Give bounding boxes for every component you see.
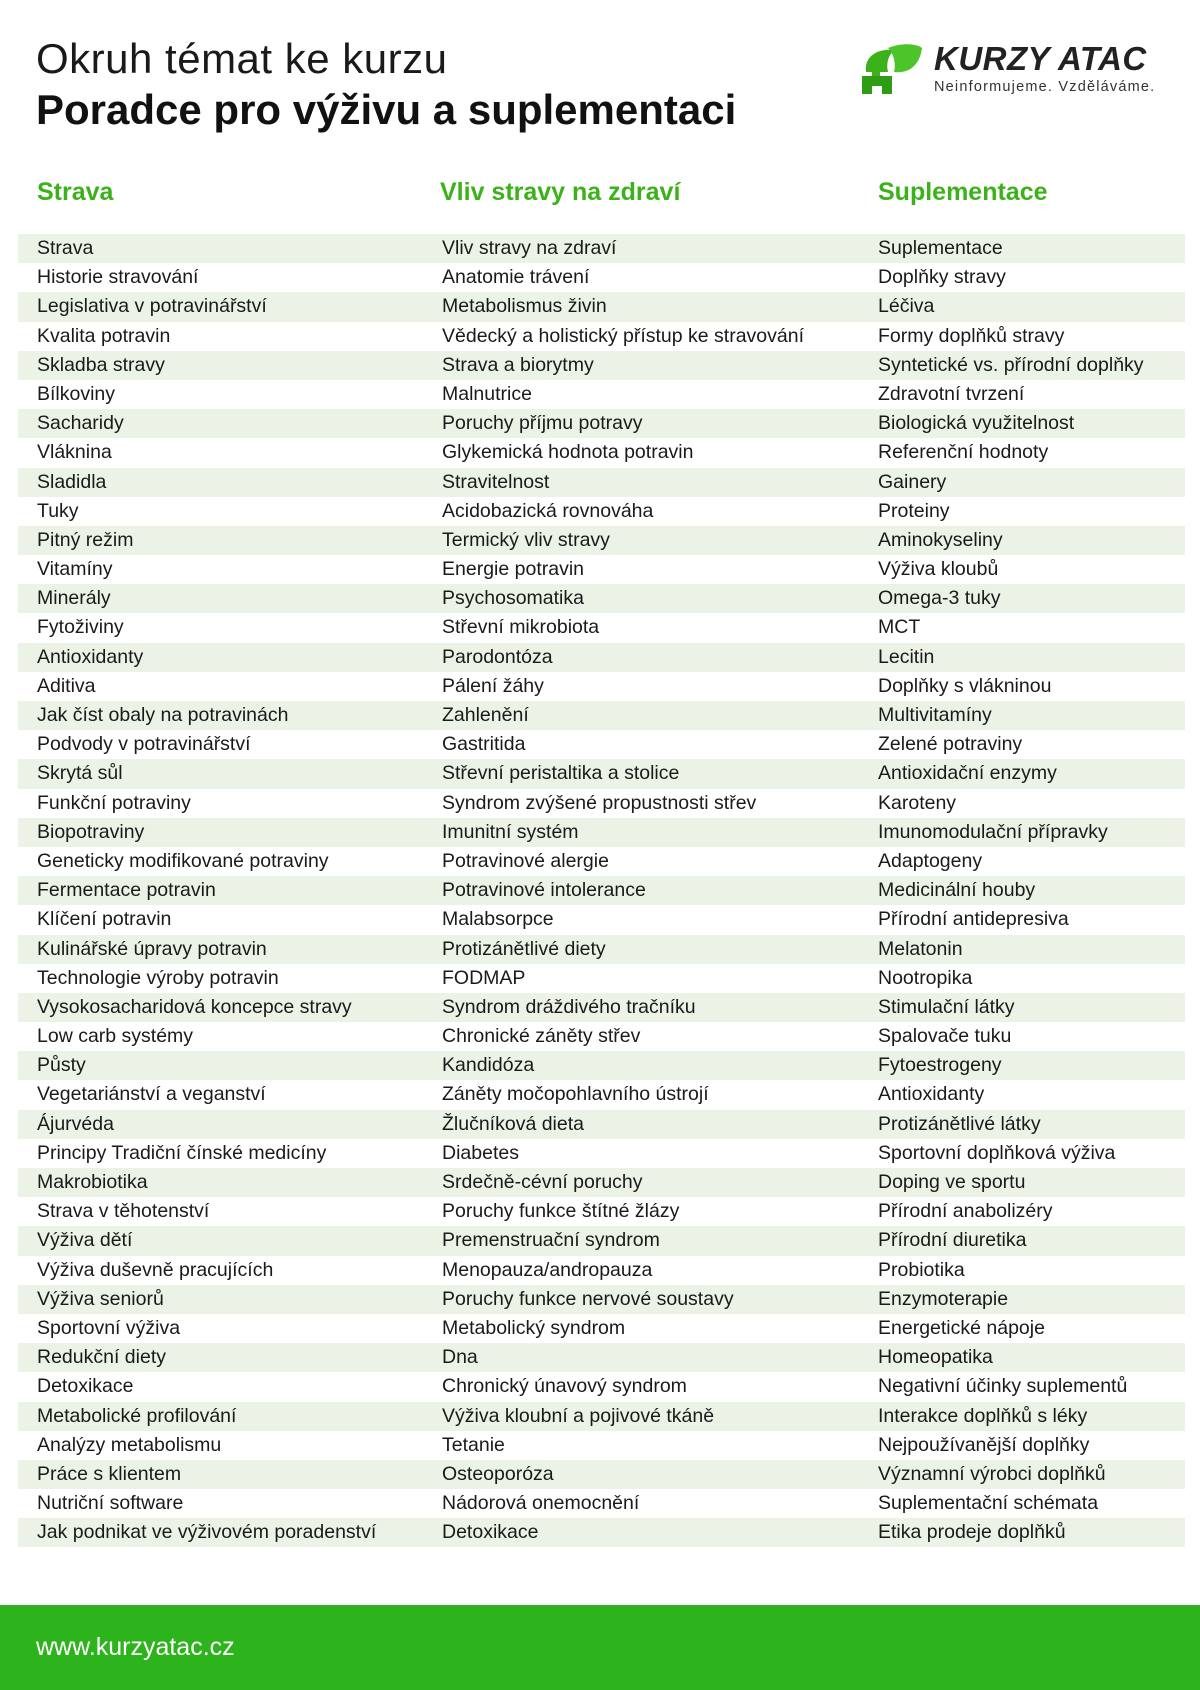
table-cell: Energetické nápoje bbox=[878, 1316, 1045, 1339]
table-cell: Diabetes bbox=[442, 1141, 519, 1164]
table-cell: Syndrom zvýšené propustnosti střev bbox=[442, 791, 757, 814]
table-cell: Antioxidanty bbox=[37, 645, 144, 668]
table-row bbox=[18, 1460, 1185, 1489]
table-cell: Vláknina bbox=[37, 441, 112, 464]
table-row bbox=[18, 1489, 1185, 1518]
table-cell: Bílkoviny bbox=[37, 382, 116, 405]
table-cell: Tuky bbox=[37, 499, 79, 522]
table-cell: Historie stravování bbox=[37, 266, 199, 289]
table-cell: Přírodní antidepresiva bbox=[878, 908, 1069, 931]
table-row bbox=[18, 1051, 1185, 1080]
table-cell: Syndrom dráždivého tračníku bbox=[442, 995, 696, 1018]
kurzy-atac-logo[interactable] bbox=[858, 40, 1168, 100]
table-cell: Syntetické vs. přírodní doplňky bbox=[878, 353, 1144, 376]
table-cell: Chronické záněty střev bbox=[442, 1025, 641, 1048]
table-cell: Analýzy metabolismu bbox=[37, 1433, 222, 1456]
table-cell: Strava v těhotenství bbox=[37, 1200, 210, 1223]
table-row bbox=[18, 993, 1185, 1022]
table-cell: Vitamíny bbox=[37, 558, 113, 581]
table-cell: Zdravotní tvrzení bbox=[878, 382, 1025, 405]
table-cell: Srdečně-cévní poruchy bbox=[442, 1171, 643, 1193]
table-cell: Nejpoužívanější doplňky bbox=[878, 1433, 1090, 1456]
table-row bbox=[18, 1168, 1185, 1197]
table-cell: Střevní peristaltika a stolice bbox=[442, 762, 680, 785]
table-cell: Omega-3 tuky bbox=[878, 587, 1001, 610]
topics-table bbox=[18, 234, 1185, 1547]
table-cell: Záněty močopohlavního ústrojí bbox=[442, 1083, 709, 1106]
table-cell: Sportovní výživa bbox=[37, 1316, 181, 1339]
table-cell: Lecitin bbox=[878, 645, 935, 668]
table-row bbox=[18, 759, 1185, 788]
table-cell: Skladba stravy bbox=[37, 353, 165, 376]
table-cell: Redukční diety bbox=[37, 1346, 166, 1369]
table-cell: Imunitní systém bbox=[442, 820, 579, 843]
table-cell: Léčiva bbox=[878, 295, 935, 318]
table-row bbox=[18, 847, 1185, 876]
table-row bbox=[18, 1285, 1185, 1314]
page-subtitle: Okruh témat ke kurzu bbox=[36, 35, 448, 82]
table-cell: Low carb systémy bbox=[37, 1025, 194, 1048]
table-cell: Gastritida bbox=[442, 733, 526, 756]
table-cell: Interakce doplňků s léky bbox=[878, 1404, 1088, 1427]
table-cell: Fermentace potravin bbox=[37, 879, 216, 902]
table-cell: Stravitelnost bbox=[442, 470, 550, 493]
table-cell: Adaptogeny bbox=[878, 849, 983, 872]
table-cell: Melatonin bbox=[878, 937, 963, 960]
table-row bbox=[18, 584, 1185, 613]
table-cell: Tetanie bbox=[442, 1433, 505, 1456]
table-row bbox=[18, 1226, 1185, 1255]
leaf-logo-icon bbox=[858, 42, 924, 98]
table-cell: Formy doplňků stravy bbox=[878, 324, 1065, 347]
table-cell: Malabsorpce bbox=[442, 908, 554, 931]
table-cell: Výživa dětí bbox=[37, 1229, 133, 1252]
table-cell: Suplementace bbox=[878, 237, 1003, 259]
page-header bbox=[36, 34, 736, 136]
table-row bbox=[18, 964, 1185, 993]
table-cell: Přírodní anabolizéry bbox=[878, 1200, 1053, 1223]
table-cell: Principy Tradiční čínské medicíny bbox=[37, 1141, 327, 1164]
table-cell: Vědecký a holistický přístup ke stravování bbox=[442, 324, 804, 347]
logo-name: KURZY ATAC bbox=[934, 40, 1147, 77]
table-row bbox=[18, 438, 1185, 467]
logo-tagline: Neinformujeme. Vzděláváme. bbox=[934, 79, 1156, 95]
table-row bbox=[18, 1343, 1185, 1372]
table-cell: Psychosomatika bbox=[442, 587, 584, 610]
table-cell: Spalovače tuku bbox=[878, 1025, 1012, 1048]
table-cell: Poruchy příjmu potravy bbox=[442, 412, 643, 435]
table-row bbox=[18, 672, 1185, 701]
table-cell: Ájurvéda bbox=[37, 1112, 114, 1135]
table-cell: Osteoporóza bbox=[442, 1462, 554, 1485]
table-cell: Vliv stravy na zdraví bbox=[442, 237, 617, 259]
column-header-suplementace: Suplementace bbox=[878, 178, 1048, 206]
table-cell: Strava bbox=[37, 237, 94, 259]
table-row bbox=[18, 292, 1185, 321]
table-cell: Negativní účinky suplementů bbox=[878, 1375, 1128, 1398]
table-cell: Poruchy funkce nervové soustavy bbox=[442, 1287, 734, 1310]
table-row bbox=[18, 322, 1185, 351]
table-cell: Podvody v potravinářství bbox=[37, 733, 251, 756]
table-row bbox=[18, 351, 1185, 380]
table-cell: Glykemická hodnota potravin bbox=[442, 441, 694, 464]
footer-url-link[interactable]: www.kurzyatac.cz bbox=[36, 1633, 235, 1661]
table-row bbox=[18, 643, 1185, 672]
table-cell: Detoxikace bbox=[37, 1375, 134, 1398]
table-cell: Jak číst obaly na potravinách bbox=[37, 704, 289, 726]
table-row bbox=[18, 497, 1185, 526]
table-cell: Nádorová onemocnění bbox=[442, 1492, 640, 1515]
table-cell: Malnutrice bbox=[442, 382, 532, 405]
table-cell: Výživa duševně pracujících bbox=[37, 1258, 274, 1281]
table-row bbox=[18, 468, 1185, 497]
table-cell: Přírodní diuretika bbox=[878, 1229, 1027, 1252]
table-cell: Kandidóza bbox=[442, 1054, 535, 1077]
table-row bbox=[18, 1518, 1185, 1547]
table-row bbox=[18, 789, 1185, 818]
table-cell: Protizánětlivé látky bbox=[878, 1112, 1041, 1135]
table-cell: Energie potravin bbox=[442, 558, 585, 581]
table-row bbox=[18, 1314, 1185, 1343]
table-row bbox=[18, 1139, 1185, 1168]
table-cell: Biologická využitelnost bbox=[878, 412, 1075, 435]
table-cell: Doplňky s vlákninou bbox=[878, 674, 1052, 697]
table-cell: Kulinářské úpravy potravin bbox=[37, 937, 267, 960]
table-cell: Proteiny bbox=[878, 499, 950, 522]
table-cell: Skrytá sůl bbox=[37, 762, 123, 785]
table-cell: Poruchy funkce štítné žlázy bbox=[442, 1200, 680, 1223]
table-cell: Suplementační schémata bbox=[878, 1492, 1099, 1515]
table-row bbox=[18, 935, 1185, 964]
table-row bbox=[18, 1402, 1185, 1431]
table-cell: Sladidla bbox=[37, 470, 107, 493]
column-header-strava: Strava bbox=[37, 178, 114, 206]
table-cell: Antioxidanty bbox=[878, 1083, 985, 1106]
table-row bbox=[18, 1197, 1185, 1226]
table-cell: MCT bbox=[878, 616, 921, 639]
table-cell: Nootropika bbox=[878, 966, 973, 989]
table-cell: Pálení žáhy bbox=[442, 674, 544, 697]
table-row bbox=[18, 1080, 1185, 1109]
table-cell: Pitný režim bbox=[37, 528, 134, 551]
table-cell: Nutriční software bbox=[37, 1492, 184, 1515]
table-cell: Biopotraviny bbox=[37, 820, 145, 843]
table-row bbox=[18, 1372, 1185, 1401]
table-cell: Antioxidační enzymy bbox=[878, 762, 1057, 785]
table-cell: Jak podnikat ve výživovém poradenství bbox=[37, 1521, 377, 1544]
table-row bbox=[18, 613, 1185, 642]
table-cell: Zelené potraviny bbox=[878, 733, 1023, 756]
table-cell: Homeopatika bbox=[878, 1346, 993, 1369]
table-cell: Technologie výroby potravin bbox=[37, 966, 279, 989]
table-cell: Minerály bbox=[37, 587, 111, 610]
table-cell: Funkční potraviny bbox=[37, 791, 191, 814]
table-cell: Významní výrobci doplňků bbox=[878, 1462, 1106, 1485]
table-cell: Termický vliv stravy bbox=[442, 528, 610, 551]
table-row bbox=[18, 555, 1185, 584]
table-cell: Premenstruační syndrom bbox=[442, 1229, 660, 1252]
table-row bbox=[18, 1022, 1185, 1051]
table-row bbox=[18, 526, 1185, 555]
table-cell: Protizánětlivé diety bbox=[442, 937, 606, 960]
table-cell: Výživa kloubů bbox=[878, 558, 999, 581]
table-cell: Fytoživiny bbox=[37, 616, 124, 639]
table-cell: Aminokyseliny bbox=[878, 528, 1003, 551]
table-cell: Kvalita potravin bbox=[37, 324, 171, 347]
table-row bbox=[18, 409, 1185, 438]
table-cell: Klíčení potravin bbox=[37, 908, 172, 931]
table-row bbox=[18, 730, 1185, 759]
table-cell: Dna bbox=[442, 1346, 478, 1369]
table-cell: Vegetariánství a veganství bbox=[37, 1083, 266, 1106]
table-cell: Multivitamíny bbox=[878, 704, 992, 726]
page-title: Poradce pro výživu a suplementaci bbox=[36, 86, 737, 133]
table-cell: Referenční hodnoty bbox=[878, 441, 1049, 464]
table-row bbox=[18, 818, 1185, 847]
table-row bbox=[18, 701, 1185, 730]
table-row bbox=[18, 263, 1185, 292]
table-cell: Potravinové alergie bbox=[442, 849, 609, 872]
table-row bbox=[18, 1431, 1185, 1460]
table-cell: Parodontóza bbox=[442, 645, 553, 668]
table-cell: Geneticky modifikované potraviny bbox=[37, 849, 329, 872]
table-row bbox=[18, 876, 1185, 905]
table-row bbox=[18, 1110, 1185, 1139]
table-cell: Fytoestrogeny bbox=[878, 1054, 1002, 1077]
table-cell: Anatomie trávení bbox=[442, 266, 590, 289]
table-cell: Probiotika bbox=[878, 1258, 965, 1281]
table-cell: Potravinové intolerance bbox=[442, 879, 646, 902]
table-cell: Medicinální houby bbox=[878, 879, 1036, 902]
table-cell: Enzymoterapie bbox=[878, 1287, 1009, 1310]
table-cell: Gainery bbox=[878, 470, 947, 493]
table-cell: Legislativa v potravinářství bbox=[37, 295, 267, 318]
table-cell: Výživa seniorů bbox=[37, 1287, 164, 1310]
table-cell: Aditiva bbox=[37, 674, 96, 697]
table-cell: Sportovní doplňková výživa bbox=[878, 1141, 1116, 1164]
table-cell: Etika prodeje doplňků bbox=[878, 1521, 1066, 1544]
table-cell: Sacharidy bbox=[37, 412, 124, 435]
table-cell: Metabolický syndrom bbox=[442, 1316, 626, 1339]
table-cell: Makrobiotika bbox=[37, 1171, 148, 1193]
table-cell: Karoteny bbox=[878, 791, 957, 814]
table-cell: Strava a biorytmy bbox=[442, 353, 594, 376]
table-cell: Detoxikace bbox=[442, 1521, 539, 1544]
column-header-vliv-stravy: Vliv stravy na zdraví bbox=[440, 178, 681, 206]
table-cell: Metabolismus živin bbox=[442, 295, 607, 318]
table-cell: Výživa kloubní a pojivové tkáně bbox=[442, 1404, 715, 1427]
table-cell: FODMAP bbox=[442, 966, 526, 989]
table-row bbox=[18, 1256, 1185, 1285]
table-cell: Menopauza/andropauza bbox=[442, 1258, 653, 1281]
table-cell: Chronický únavový syndrom bbox=[442, 1375, 687, 1398]
table-cell: Zahlenění bbox=[442, 704, 529, 726]
table-row bbox=[18, 380, 1185, 409]
table-cell: Doplňky stravy bbox=[878, 266, 1006, 289]
table-cell: Střevní mikrobiota bbox=[442, 616, 600, 639]
table-cell: Půsty bbox=[37, 1054, 86, 1077]
table-cell: Žlučníková dieta bbox=[442, 1112, 584, 1135]
table-cell: Stimulační látky bbox=[878, 995, 1015, 1018]
footer-bar bbox=[0, 1605, 1200, 1690]
table-cell: Doping ve sportu bbox=[878, 1171, 1026, 1193]
table-cell: Práce s klientem bbox=[37, 1462, 182, 1485]
table-row bbox=[18, 234, 1185, 263]
table-cell: Metabolické profilování bbox=[37, 1404, 237, 1427]
table-row bbox=[18, 905, 1185, 934]
table-cell: Vysokosacharidová koncepce stravy bbox=[37, 995, 352, 1018]
table-cell: Imunomodulační přípravky bbox=[878, 820, 1108, 843]
table-cell: Acidobazická rovnováha bbox=[442, 499, 654, 522]
